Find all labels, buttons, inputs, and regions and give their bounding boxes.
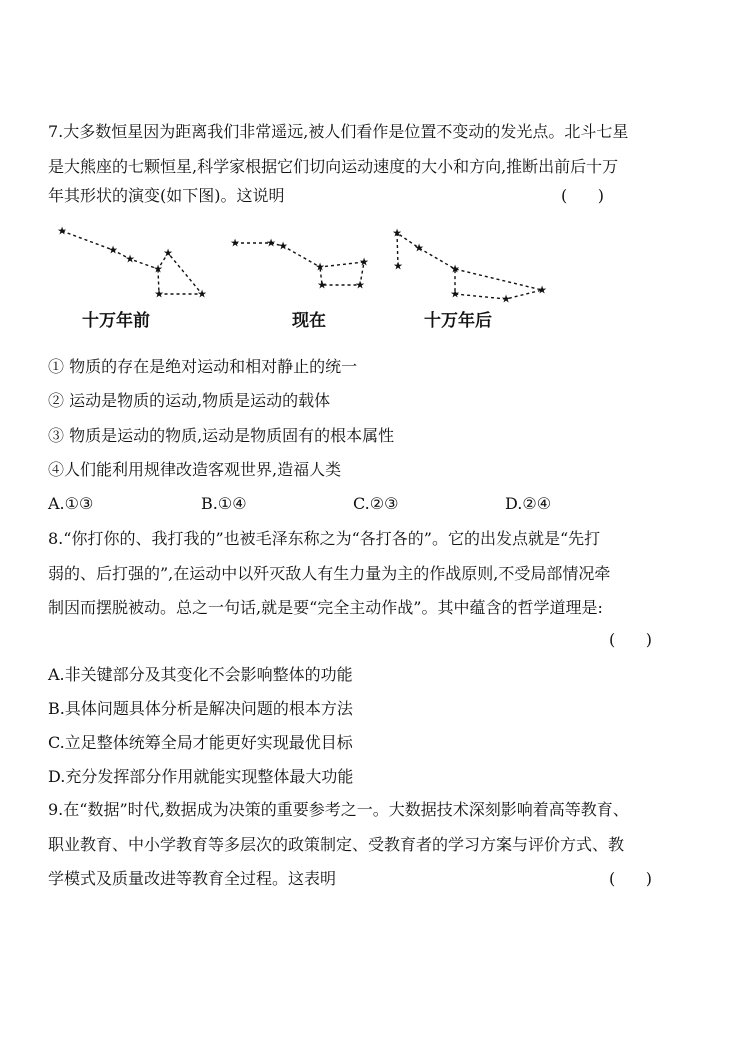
star-marker: ★ (359, 255, 369, 269)
q7-statement-3: ③ 物质是运动的物质,运动是物质固有的根本属性 (48, 426, 395, 445)
q7-answer-paren: ( ) (561, 186, 604, 205)
q7-option-c: C.②③ (353, 494, 399, 513)
star-marker: ★ (266, 236, 276, 250)
q7-statement-1: ① 物质的存在是绝对运动和相对静止的统一 (48, 357, 358, 376)
star-marker: ★ (230, 236, 240, 250)
star-marker: ★ (450, 287, 460, 301)
star-marker: ★ (278, 239, 288, 253)
q8-option-a: A.非关键部分及其变化不会影响整体的功能 (48, 665, 353, 684)
q9-answer-paren: ( ) (609, 869, 652, 888)
star-marker: ★ (450, 262, 460, 276)
q7-line-2: 是大熊座的七颗恒星,科学家根据它们切向运动速度的大小和方向,推断出前后十万 (48, 157, 619, 176)
star-marker: ★ (315, 260, 325, 274)
q8-option-c: C.立足整体统筹全局才能更好实现最优目标 (48, 733, 353, 752)
star-marker: ★ (153, 262, 163, 276)
star-marker: ★ (355, 278, 365, 292)
star-marker: ★ (537, 283, 547, 297)
q8-option-d: D.充分发挥部分作用就能实现整体最大功能 (48, 767, 354, 786)
star-marker: ★ (108, 243, 118, 257)
q7-statement-4: ④人们能利用规律改造客观世界,造福人类 (48, 460, 342, 479)
q9-line-3: 学模式及质量改进等教育全过程。这表明 (48, 869, 337, 888)
q8-option-b: B.具体问题具体分析是解决问题的根本方法 (48, 699, 353, 718)
q8-answer-paren: ( ) (609, 630, 652, 649)
q7-line-1: 7.大多数恒星因为距离我们非常遥远,被人们看作是位置不变动的发光点。北斗七星 (48, 122, 629, 141)
star-marker: ★ (163, 246, 173, 260)
star-marker: ★ (392, 226, 402, 240)
q9-line-2: 职业教育、中小学教育等多层次的政策制定、受教育者的学习方案与评价方式、教 (48, 835, 625, 854)
star-marker: ★ (154, 287, 164, 301)
star-marker: ★ (57, 224, 67, 238)
figure-label-future: 十万年后 (424, 311, 492, 331)
q7-statement-2: ② 运动是物质的运动,物质是运动的载体 (48, 391, 331, 410)
q8-line-3: 制因而摆脱被动。总之一句话,就是要“完全主动作战”。其中蕴含的哲学道理是: (48, 598, 603, 617)
q8-line-2: 弱的、后打强的”,在运动中以歼灭敌人有生力量为主的作战原则,不受局部情况牵 (48, 564, 611, 583)
q7-option-d: D.②④ (505, 494, 552, 513)
star-marker: ★ (197, 287, 207, 301)
q7-line-3: 年其形状的演变(如下图)。这说明 (48, 186, 285, 205)
figure-label-past: 十万年前 (82, 311, 150, 331)
q7-option-a: A.①③ (48, 494, 94, 513)
star-marker: ★ (317, 278, 327, 292)
big-dipper-figure (50, 222, 560, 304)
star-marker: ★ (125, 252, 135, 266)
q8-line-1: 8.“你打你的、我打我的”也被毛泽东称之为“各打各的”。它的出发点就是“先打 (48, 529, 601, 548)
q7-option-b: B.①④ (201, 494, 247, 513)
star-marker: ★ (414, 241, 424, 255)
star-marker: ★ (501, 292, 511, 304)
figure-label-present: 现在 (292, 311, 326, 331)
star-marker: ★ (393, 259, 403, 273)
q9-line-1: 9.在“数据”时代,数据成为决策的重要参考之一。大数据技术深刻影响着高等教育、 (48, 800, 629, 819)
